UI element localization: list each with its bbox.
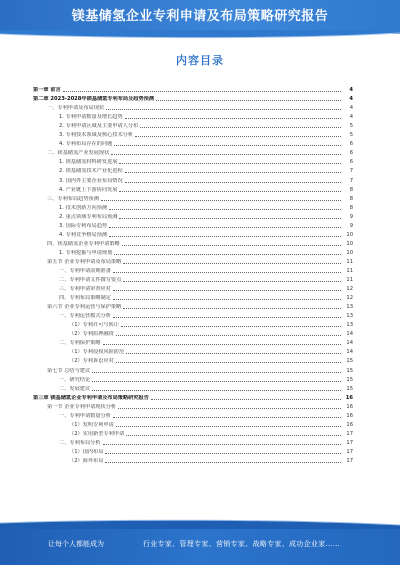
toc-entry-page: 15	[346, 385, 353, 392]
toc-entry-page: 17	[346, 439, 353, 446]
footer-slogan-right: 行业专家、管理专家、营销专家、战略专家、成功企业家……	[143, 540, 341, 548]
toc-entry-page: 11	[346, 258, 353, 265]
toc-entry[interactable]	[33, 102, 353, 111]
toc-entry[interactable]	[33, 283, 353, 292]
toc-entry-page: 4	[349, 114, 353, 121]
toc-leader-dots	[119, 218, 341, 219]
footer-slogan-left: 让每个人都能成为	[48, 540, 104, 548]
toc-entry-label: 2. 专利申请区域及主要申请人分布	[59, 123, 139, 130]
toc-entry-label: 2. 重点领域专利布局预测	[59, 213, 118, 220]
toc-entry-label: 一、研究结论	[59, 376, 91, 383]
toc-entry-page: 6	[349, 141, 353, 148]
toc-entry[interactable]	[33, 419, 353, 428]
toc-entry-page: 4	[349, 105, 353, 112]
toc-leader-dots	[111, 154, 341, 155]
toc-leader-dots	[63, 91, 341, 92]
toc-entry-label: 4. 专利布局存在的问题	[59, 141, 113, 148]
toc-entry-page: 6	[349, 150, 353, 157]
toc-entry[interactable]	[33, 401, 353, 410]
toc-leader-dots	[119, 191, 341, 192]
toc-entry-page: 16	[346, 403, 353, 410]
toc-entry-label: 三、专利布局趋势预测	[47, 195, 99, 202]
toc-entry[interactable]	[33, 364, 353, 373]
toc-leader-dots	[125, 172, 341, 173]
toc-entry-page: 13	[346, 322, 353, 329]
toc-entry-label: 第七节 总结与建议	[47, 367, 91, 374]
toc-entry-label: 3. 国际专利布局趋势	[59, 222, 108, 229]
toc-entry[interactable]	[33, 292, 353, 301]
toc-leader-dots	[109, 209, 341, 210]
toc-entry-label: 1. 专利申请数量及增长趋势	[59, 114, 123, 121]
toc-leader-dots	[125, 182, 341, 183]
toc-entry-label: 一、专利申请前期准备	[59, 267, 111, 274]
report-footer	[0, 525, 400, 565]
toc-entry[interactable]	[33, 337, 353, 346]
toc-entry-label: 第二章 2023-2028年镁基储氢专利布局及趋势预测	[33, 96, 155, 103]
toc-entry-label: 第一章 前言	[33, 87, 61, 94]
toc-entry[interactable]	[33, 428, 353, 437]
toc-entry[interactable]	[33, 437, 353, 446]
toc-entry[interactable]	[33, 111, 353, 120]
toc-entry-label: 二、专利保护策略	[59, 340, 101, 347]
toc-entry-label: （1）国内布局	[69, 448, 104, 455]
toc-entry-label: 1. 专利挖掘与申请规划	[59, 249, 113, 256]
toc-entry-label: 4. 产业链上下游协同发展	[59, 186, 118, 193]
toc-entry-label: 1. 技术创新方向预测	[59, 204, 108, 211]
toc-leader-dots	[113, 417, 341, 418]
toc-leader-dots	[116, 426, 341, 427]
toc-entry[interactable]	[33, 446, 353, 455]
toc-entry-page: 17	[346, 457, 353, 464]
toc-entry-label: （2）专利质押融资	[69, 331, 114, 338]
toc-leader-dots	[106, 109, 341, 110]
toc-entry-page: 8	[349, 204, 353, 211]
toc-entry[interactable]	[33, 265, 353, 274]
toc-leader-dots	[103, 344, 341, 345]
toc-entry-page: 4	[349, 87, 353, 94]
toc-entry-label: 第三章 镁基储氢企业专利申请及布局策略研究报告	[33, 394, 149, 401]
toc-entry-page: 10	[346, 231, 353, 238]
toc-entry-label: 四、镁基储氢企业专利申请策略	[47, 240, 120, 247]
toc-entry[interactable]	[33, 129, 353, 138]
table-of-contents	[33, 84, 353, 464]
toc-leader-dots	[126, 435, 341, 436]
toc-entry-label: 第一节 企业专利申请现状分析	[47, 403, 117, 410]
toc-entry[interactable]	[33, 202, 353, 211]
toc-entry-label: 二、专利布局分析	[59, 439, 101, 446]
toc-entry-page: 17	[346, 430, 353, 437]
toc-entry-page: 16	[346, 412, 353, 419]
toc-entry-page: 15	[346, 367, 353, 374]
toc-entry[interactable]	[33, 193, 353, 202]
toc-entry-label: 第六节 企业专利运营与保护策略	[47, 304, 122, 311]
toc-entry-label: （2）海外布局	[69, 457, 104, 464]
toc-leader-dots	[125, 118, 341, 119]
toc-entry-page: 12	[346, 295, 353, 302]
toc-leader-dots	[101, 200, 341, 201]
toc-entry[interactable]	[33, 383, 353, 392]
toc-leader-dots	[126, 353, 341, 354]
toc-entry-label: 三、专利申请审查应对	[59, 286, 111, 293]
toc-entry-page: 14	[346, 340, 353, 347]
toc-entry-page: 11	[346, 267, 353, 274]
toc-entry[interactable]	[33, 220, 353, 229]
toc-entry-page: 8	[349, 195, 353, 202]
toc-entry[interactable]	[33, 93, 353, 102]
toc-leader-dots	[103, 444, 341, 445]
toc-leader-dots	[113, 272, 341, 273]
toc-entry-label: 一、专利申请数量分析	[59, 412, 111, 419]
toc-entry-page: 10	[346, 249, 353, 256]
toc-entry-label: （2）专利诉讼应对	[69, 358, 114, 365]
toc-leader-dots	[116, 362, 341, 363]
toc-leader-dots	[123, 281, 341, 282]
toc-entry[interactable]	[33, 229, 353, 238]
toc-entry-label: 4. 专利竞争格局预测	[59, 231, 108, 238]
toc-entry[interactable]	[33, 184, 353, 193]
toc-entry-label: （1）发明专利申请	[69, 421, 114, 428]
toc-entry-label: （1）专利侵权风险防范	[69, 349, 125, 356]
toc-leader-dots	[135, 136, 341, 137]
toc-entry-page: 16	[345, 394, 353, 401]
toc-entry-label: 3. 专利技术领域及核心技术分析	[59, 132, 134, 139]
report-header	[0, 0, 400, 34]
toc-entry-page: 13	[346, 304, 353, 311]
toc-entry-label: 一、专利运营模式分析	[59, 313, 111, 320]
toc-entry-page: 9	[349, 213, 353, 220]
toc-entry-page: 14	[346, 349, 353, 356]
toc-entry-label: （1）专利许可与转让	[69, 322, 119, 329]
toc-entry-page: 7	[349, 168, 353, 175]
toc-leader-dots	[92, 381, 341, 382]
toc-leader-dots	[121, 326, 341, 327]
toc-entry-page: 4	[349, 96, 353, 103]
toc-leader-dots	[113, 290, 341, 291]
toc-leader-dots	[119, 163, 341, 164]
toc-leader-dots	[140, 127, 341, 128]
toc-entry[interactable]	[33, 138, 353, 147]
toc-entry-label: 2. 镁基储氢技术产业化进程	[59, 168, 123, 175]
toc-leader-dots	[122, 245, 341, 246]
toc-entry-page: 15	[346, 358, 353, 365]
toc-entry[interactable]	[33, 147, 353, 156]
toc-leader-dots	[109, 236, 341, 237]
toc-entry-label: 二、专利申请文件撰写要点	[59, 277, 122, 284]
toc-entry-page: 14	[346, 331, 353, 338]
toc-entry[interactable]	[33, 238, 353, 247]
toc-entry-page: 17	[346, 448, 353, 455]
toc-entry[interactable]	[33, 301, 353, 310]
toc-entry-label: 二、发展建议	[59, 385, 91, 392]
toc-entry[interactable]	[33, 410, 353, 419]
toc-leader-dots	[123, 308, 341, 309]
toc-entry-page: 9	[349, 222, 353, 229]
toc-entry[interactable]	[33, 256, 353, 265]
report-title: 镁基储氢企业专利申请及布局策略研究报告	[71, 9, 329, 24]
toc-entry[interactable]	[33, 355, 353, 364]
toc-entry[interactable]	[33, 374, 353, 383]
toc-leader-dots	[116, 335, 341, 336]
toc-leader-dots	[113, 317, 341, 318]
toc-leader-dots	[113, 299, 341, 300]
toc-leader-dots	[109, 227, 341, 228]
toc-entry[interactable]	[33, 120, 353, 129]
toc-entry-page: 6	[349, 159, 353, 166]
toc-heading: 内容目录	[176, 54, 224, 67]
toc-entry-label: 二、镁基储氢产业发展现状	[47, 150, 110, 157]
toc-leader-dots	[114, 254, 341, 255]
toc-leader-dots	[156, 100, 341, 101]
toc-entry-page: 7	[349, 177, 353, 184]
toc-entry[interactable]	[33, 310, 353, 319]
toc-entry-page: 10	[346, 240, 353, 247]
header-wave-decoration	[0, 30, 400, 40]
toc-entry[interactable]	[33, 455, 353, 464]
toc-entry[interactable]	[33, 328, 353, 337]
toc-leader-dots	[105, 462, 341, 463]
toc-entry[interactable]	[33, 165, 353, 174]
toc-entry-label: 第五节 企业专利申请及布局策略	[47, 258, 122, 265]
toc-entry[interactable]	[33, 211, 353, 220]
toc-entry[interactable]	[33, 174, 353, 183]
toc-entry-page: 5	[349, 132, 353, 139]
toc-entry-page: 13	[346, 313, 353, 320]
toc-entry-page: 5	[349, 123, 353, 130]
toc-entry-page: 11	[346, 277, 353, 284]
toc-entry[interactable]	[33, 156, 353, 165]
toc-entry-label: 四、专利布局策略制定	[59, 295, 111, 302]
toc-entry[interactable]	[33, 247, 353, 256]
toc-entry-page: 16	[346, 421, 353, 428]
toc-leader-dots	[114, 145, 341, 146]
toc-entry[interactable]	[33, 319, 353, 328]
toc-entry-page: 12	[346, 286, 353, 293]
toc-entry[interactable]	[33, 346, 353, 355]
toc-leader-dots	[123, 263, 341, 264]
toc-entry-page: 8	[349, 186, 353, 193]
toc-leader-dots	[118, 408, 341, 409]
toc-leader-dots	[92, 390, 341, 391]
toc-leader-dots	[105, 453, 341, 454]
footer-wave-decoration	[0, 519, 400, 529]
toc-entry-label: （2）实用新型专利申请	[69, 430, 125, 437]
toc-entry[interactable]	[33, 392, 353, 401]
toc-entry-label: 3. 国内外主要企业布局情况	[59, 177, 123, 184]
toc-entry-label: 1. 镁基储氢材料研发进展	[59, 159, 118, 166]
toc-entry-page: 15	[346, 376, 353, 383]
toc-entry[interactable]	[33, 274, 353, 283]
toc-leader-dots	[92, 372, 341, 373]
toc-leader-dots	[151, 399, 341, 400]
toc-entry[interactable]	[33, 84, 353, 93]
toc-entry-label: 一、专利申请及布局现状	[47, 105, 105, 112]
